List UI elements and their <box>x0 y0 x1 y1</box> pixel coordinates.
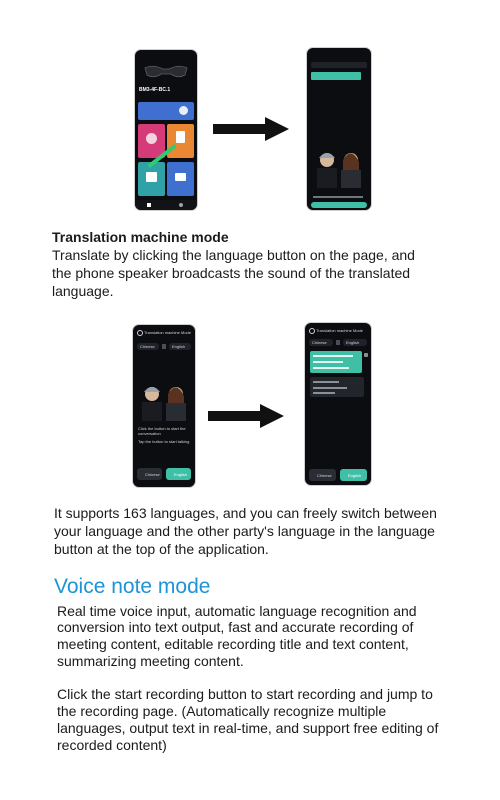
text-lines <box>313 196 363 198</box>
section3-para1-line-4: summarizing meeting content. <box>57 653 244 669</box>
lang-right-label: English <box>346 340 360 345</box>
wifi-tile[interactable] <box>138 102 194 120</box>
assistant-tile[interactable] <box>138 162 165 196</box>
camera-tile[interactable] <box>167 162 194 196</box>
message-bubble-teal <box>310 351 362 373</box>
swap-icon[interactable] <box>162 344 166 349</box>
section-heading-translation: Translation machine mode <box>52 229 229 245</box>
message-bubble-dark <box>310 377 364 397</box>
mode-title: Translation machine Mode <box>316 328 363 333</box>
bottom-nav <box>135 200 197 210</box>
section1-line-1: Translate by clicking the language button on the page, and <box>52 247 415 263</box>
section3-para2-line-2: the recording page. (Automatically recognize multiple <box>57 703 387 719</box>
speak-chinese-button[interactable] <box>137 468 162 480</box>
lang-left-label: Chinese <box>312 340 327 345</box>
arrow-right-icon <box>213 117 289 141</box>
speak-english-button[interactable] <box>340 469 367 481</box>
wifi-icon <box>179 106 188 115</box>
section3-para2-line-3: languages, output text in real-time, and support free editing of <box>57 720 439 736</box>
speak-english-label: English <box>348 473 362 478</box>
bubble-line <box>313 367 349 369</box>
hint-text-1: Click the button to start the conversation <box>138 426 186 436</box>
conversation-illustration <box>138 383 190 421</box>
mode-title: Translation machine Mode <box>144 330 191 335</box>
app-screenshot-conversation <box>305 323 371 485</box>
note-icon <box>176 131 185 143</box>
bubble-line <box>313 387 347 389</box>
section3-para1-line-2: conversion into text output, fast and accurate recording of <box>57 619 414 635</box>
hint-text-2: Tap the button to start talking <box>138 439 190 444</box>
language-bar[interactable] <box>311 62 367 68</box>
lang-select-left[interactable] <box>309 339 333 346</box>
section3-para1-line-3: meeting content, editable recording title and text content, <box>57 636 409 652</box>
section2-line-3: button at the top of the application. <box>54 541 269 557</box>
swap-icon[interactable] <box>336 340 340 345</box>
note-tile[interactable] <box>167 124 194 158</box>
conversation-illustration <box>313 148 365 188</box>
bubble-line <box>313 355 353 357</box>
translate-icon <box>146 133 157 144</box>
app-screenshot-home <box>135 50 197 210</box>
speak-english-button[interactable] <box>166 468 191 480</box>
lang-select-right[interactable] <box>343 339 367 346</box>
section-heading-voice-note: Voice note mode <box>54 575 211 598</box>
speak-english-label: English <box>174 472 188 477</box>
bubble-line <box>313 392 335 394</box>
speak-chinese-label: Chinese <box>145 472 160 477</box>
speak-chinese-label: Chinese <box>317 473 332 478</box>
section3-para2-line-1: Click the start recording button to start recording and jump to <box>57 686 433 702</box>
start-button[interactable] <box>311 202 367 208</box>
speak-chinese-button[interactable] <box>309 469 336 481</box>
lang-left-label: Chinese <box>140 344 155 349</box>
device-name: BM3-4F-BC.1 <box>139 87 171 93</box>
lang-right-label: English <box>172 344 186 349</box>
back-icon[interactable] <box>309 328 315 334</box>
subtitle-bar <box>311 72 361 80</box>
lang-select-right[interactable] <box>169 343 191 350</box>
section3-para1-line-1: Real time voice input, automatic language recognition and <box>57 603 417 619</box>
section1-line-3: language. <box>52 283 114 299</box>
speaker-icon[interactable] <box>364 353 368 357</box>
home-nav-icon[interactable] <box>147 203 151 207</box>
bubble-line <box>313 361 343 363</box>
lang-select-left[interactable] <box>137 343 159 350</box>
app-screenshot-translate <box>307 48 371 210</box>
user-nav-icon[interactable] <box>179 203 183 207</box>
home-icon <box>146 172 157 182</box>
section1-line-2: the phone speaker broadcasts the sound of the translated <box>52 265 411 281</box>
section3-para2-line-4: recorded content) <box>57 737 167 753</box>
app-screenshot-translation-mode <box>133 325 195 487</box>
section2-line-2: your language and the other party's language in the language <box>54 523 435 539</box>
back-icon[interactable] <box>137 330 143 336</box>
bubble-line <box>313 381 339 383</box>
camera-icon <box>175 173 186 181</box>
arrow-right-icon <box>208 404 284 428</box>
section2-line-1: It supports 163 languages, and you can freely switch between <box>54 505 437 521</box>
glasses-icon <box>143 62 189 82</box>
